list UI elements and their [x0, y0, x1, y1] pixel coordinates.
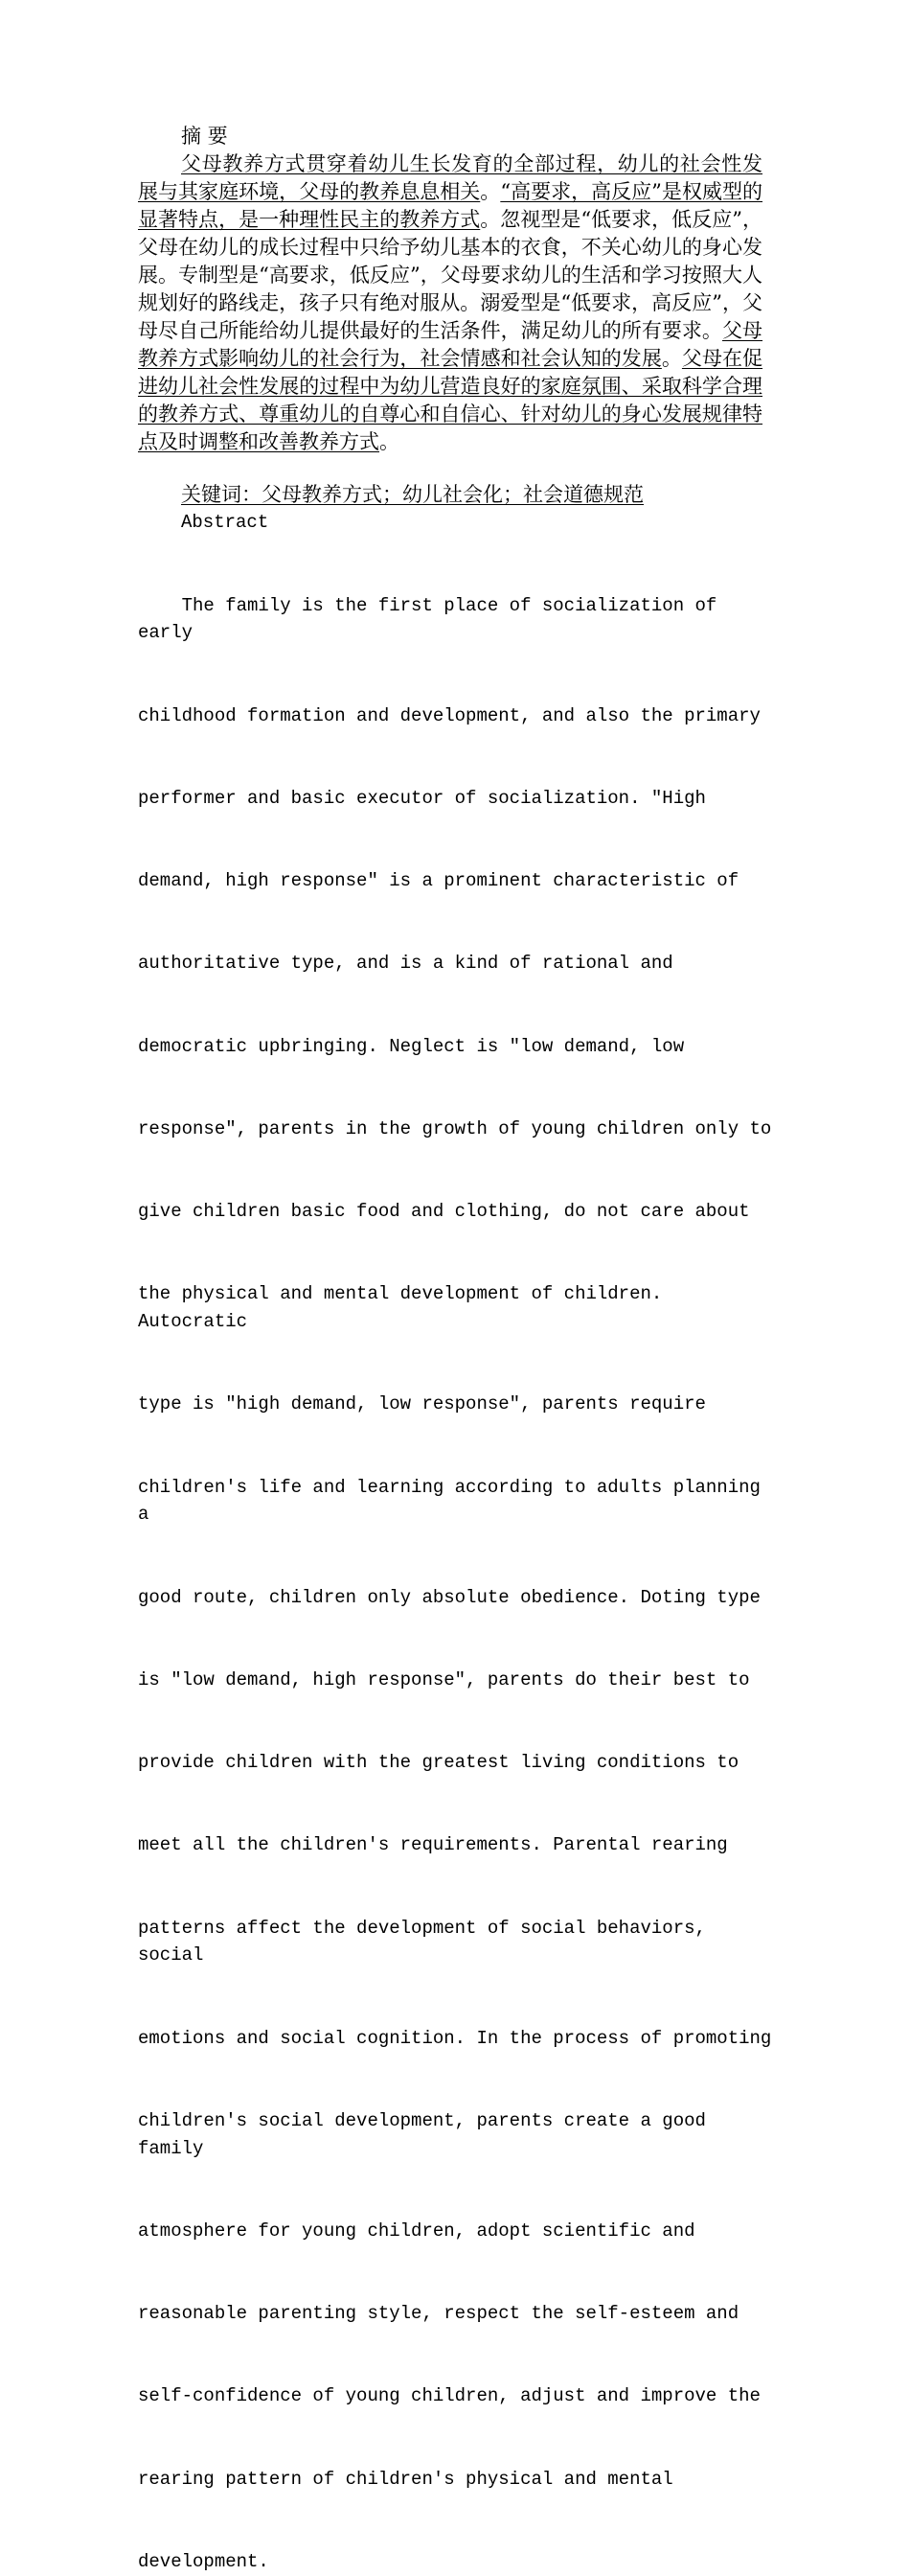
abstract-cn-heading: 摘 要 [181, 125, 228, 148]
abstract-en-line: childhood formation and development, and also the primary [138, 704, 761, 726]
abstract-en-line: self-confidence of young children, adjust and improve the [138, 2385, 761, 2407]
abstract-en-line: children's life and learning according to adults planning a [138, 1476, 772, 1526]
abstract-cn-body [138, 150, 762, 456]
abstract-en-line: is "low demand, high response", parents do their best to [138, 1668, 750, 1690]
abstract-cn-segment: 父母教养方式影响幼儿的社会行为，社会情感和社会认知的发展 [138, 319, 763, 370]
abstract-cn-segment: 父母在促进幼儿社会性发展的过程中为幼儿营造良好的家庭氛围、采取科学合理的教养方式、尊重幼儿的自尊心和自信心、针对幼儿的身心发展规律特点及时调整和改善教养方式 [138, 347, 763, 453]
abstract-en-line: the physical and mental development of children. Autocratic [138, 1283, 673, 1332]
abstract-en-line: patterns affect the development of social behaviors, social [138, 1917, 717, 1966]
abstract-en-line: performer and basic executor of socialization. "High [138, 787, 706, 809]
abstract-cn-segment: 。 [661, 347, 682, 370]
abstract-en-line: type is "high demand, low response", parents require [138, 1393, 706, 1415]
abstract-en-line: rearing pattern of children's physical and mental [138, 2468, 673, 2490]
abstract-en-heading: Abstract [181, 512, 269, 533]
abstract-en-line: The family is the first place of socialization of early [138, 594, 728, 644]
abstract-en-body [138, 537, 780, 2576]
abstract-en-line: reasonable parenting style, respect the self-esteem and [138, 2303, 739, 2324]
abstract-cn-segment: 父母教养方式贯穿着幼儿生长发育的全部过程，幼儿的社会性发展与其家庭环境，父母的教养息息相关 [138, 152, 762, 203]
abstract-cn-keywords: 关键词：父母教养方式；幼儿社会化；社会道德规范 [181, 483, 644, 506]
abstract-en-line: development. [138, 2550, 269, 2572]
abstract-en-line: children's social development, parents create a good family [138, 2109, 717, 2159]
abstract-en-line: good route, children only absolute obedience. Doting type [138, 1586, 761, 1608]
abstract-en-line: emotions and social cognition. In the process of promoting [138, 2027, 772, 2049]
abstract-en-line: atmosphere for young children, adopt scientific and [138, 2220, 695, 2242]
abstract-en-line: give children basic food and clothing, do not care about [138, 1201, 750, 1222]
abstract-cn-segment: “高要求，高反应”是权威型的显著特点，是一种理性民主的教养方式 [138, 180, 762, 231]
abstract-cn-segment: 。 [480, 180, 501, 203]
abstract-cn-segment: 。忽视型是“低要求，低反应”，父母在幼儿的成长过程中只给予幼儿基本的衣食，不关心幼儿的身心发展。专制型是“高要求，低反应”，父母要求幼儿的生活和学习按照大人规划好的路线走，孩子只有绝对服从。溺爱型是“低要求，高反应”，父母尽自己所能给幼儿提供最好的生活条件，满足幼儿的所有要求。 [138, 208, 762, 342]
abstract-en-line: democratic upbringing. Neglect is "low demand, low [138, 1035, 685, 1057]
abstract-en-line: meet all the children's requirements. Parental rearing [138, 1834, 728, 1856]
abstract-en-line: response", parents in the growth of young children only to [138, 1117, 772, 1139]
abstract-en-line: demand, high response" is a prominent characteristic of [138, 870, 739, 891]
abstract-cn-segment: 。 [379, 430, 399, 453]
abstract-en-line: authoritative type, and is a kind of rational and [138, 953, 673, 975]
abstract-en-line: provide children with the greatest living conditions to [138, 1752, 739, 1773]
